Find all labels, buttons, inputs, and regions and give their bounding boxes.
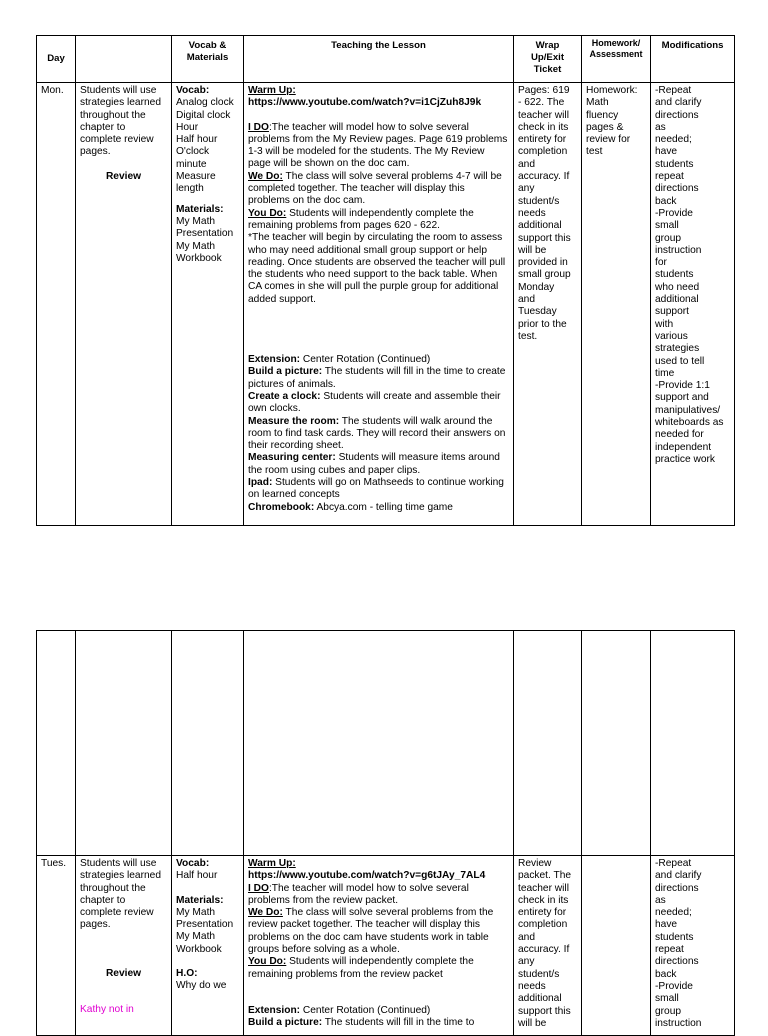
modification-line: whiteboards as <box>655 417 724 429</box>
you-do-label: You Do: <box>248 207 287 219</box>
vocab-item: Measure <box>176 171 216 183</box>
we-do-text: The class will solve several problems 4-7 will be completed together. The teacher will display this problems on the doc cam. <box>248 170 502 207</box>
chromebook-paragraph <box>248 502 509 514</box>
modification-line: -Repeat <box>655 858 692 869</box>
mon-teaching-cell <box>244 83 514 526</box>
we-do-paragraph <box>248 907 509 956</box>
materials-item: My Math <box>176 215 216 227</box>
modification-line: students <box>655 158 694 170</box>
modification-line: as <box>655 121 666 133</box>
wrap-up-line: additional <box>518 993 562 1005</box>
blank-cell <box>244 631 514 856</box>
modification-line: -Provide <box>655 207 693 219</box>
build-picture-paragraph <box>248 1017 509 1029</box>
vocab-label: Vocab: <box>176 85 210 96</box>
ho-label: H.O: <box>176 968 198 980</box>
topic-label: Review <box>105 170 142 182</box>
warmup-label: Warm Up: <box>248 858 296 869</box>
mon-wrap-cell <box>514 83 582 526</box>
wrap-up-line: student/s <box>518 968 560 980</box>
mon-objective-cell <box>76 83 172 526</box>
modification-line: directions <box>655 956 699 968</box>
materials-item: Presentation <box>176 919 234 931</box>
extension-label: Extension: <box>248 354 301 366</box>
blank-cell <box>514 631 582 856</box>
materials-item: Workbook <box>176 943 222 955</box>
you-do-text: Students will independently complete the remaining problems from pages 620 - 622. <box>248 207 474 231</box>
extension-paragraph <box>248 354 509 366</box>
modification-line: support <box>655 306 689 318</box>
create-clock-label: Create a clock: <box>248 390 321 402</box>
ipad-label: Ipad: <box>248 477 273 489</box>
extension-text: Center Rotation (Continued) <box>300 1004 431 1016</box>
wrap-up-line: check in its <box>518 894 569 906</box>
modification-line: used to tell <box>655 355 705 367</box>
chromebook-label: Chromebook: <box>248 501 315 513</box>
build-picture-label: Build a picture: <box>248 1017 323 1029</box>
build-picture-paragraph <box>248 366 509 391</box>
vocab-item: Analog clock <box>176 97 234 109</box>
materials-item: Workbook <box>176 252 222 264</box>
wrap-up-line: prior to the <box>518 318 567 330</box>
modification-line: back <box>655 195 677 207</box>
vocab-item: Hour <box>176 121 199 133</box>
objective-text: Students will use strategies learned throughout the chapter to complete review pages. <box>80 85 161 158</box>
modification-line: students <box>655 269 694 281</box>
blank-cell <box>651 631 735 856</box>
homework-line: Math <box>586 97 609 109</box>
you-do-text: Students will independently complete the remaining problems from the review packet <box>248 956 474 980</box>
modification-line: small <box>655 993 679 1005</box>
header-teaching: Teaching the Lesson <box>244 36 514 83</box>
wrap-up-line: - 622. The <box>518 97 565 109</box>
materials-item: My Math <box>176 931 216 943</box>
i-do-label: I DO <box>248 882 269 894</box>
modification-line: have <box>655 146 678 158</box>
materials-list <box>176 216 239 265</box>
wrap-up-line: additional <box>518 220 562 232</box>
wrap-up-line: small group <box>518 269 571 281</box>
header-day: Day <box>37 36 76 83</box>
i-do-label: I DO <box>248 121 269 133</box>
vocab-item: Half hour <box>176 134 218 146</box>
create-clock-paragraph <box>248 391 509 416</box>
we-do-label: We Do: <box>248 907 283 919</box>
homework-line: test <box>586 146 603 158</box>
staff-note: Kathy not in <box>80 1004 134 1016</box>
day-label: Tues. <box>41 858 67 869</box>
build-picture-text: The students will fill in the time to <box>322 1017 475 1029</box>
modification-line: back <box>655 968 677 980</box>
modification-line: -Provide <box>655 980 693 992</box>
wrap-up-line: test. <box>518 330 538 342</box>
wrap-up-line: student/s <box>518 195 560 207</box>
topic-label: Review <box>105 967 142 979</box>
i-do-text: :The teacher will model how to solve several problems from the My Review pages. Page 619 problems 1-3 will be modeled for the students. The My Review page will be shown on the doc cam. <box>248 121 508 170</box>
day-label: Mon. <box>41 85 64 96</box>
header-homework: Homework/ Assessment <box>582 36 651 83</box>
mon-vocab-cell <box>172 83 244 526</box>
modification-line: group <box>655 1005 682 1017</box>
modification-line: needed; <box>655 907 692 919</box>
vocab-item: minute <box>176 158 207 170</box>
i-do-text: :The teacher will model how to solve several problems from the review packet. <box>248 882 469 906</box>
wrap-up-line: completion <box>518 919 568 931</box>
modification-line: who need <box>655 281 700 293</box>
wrap-up-line: needs <box>518 980 546 992</box>
lesson-plan-table-tuesday <box>36 630 735 1036</box>
i-do-paragraph <box>248 122 509 171</box>
wrap-up-line: accuracy. If <box>518 944 570 956</box>
wrap-up-line: packet. The <box>518 870 572 882</box>
modification-line: manipulatives/ <box>655 404 721 416</box>
modification-line: directions <box>655 882 699 894</box>
wrap-up-line: any <box>518 956 535 968</box>
wrap-up-line: Pages: 619 <box>518 85 570 96</box>
modification-line: and clarify <box>655 870 702 882</box>
materials-list <box>176 907 239 956</box>
header-blank <box>76 36 172 83</box>
ipad-paragraph <box>248 477 509 502</box>
header-mods: Modifications <box>651 36 735 83</box>
extension-paragraph <box>248 1005 509 1017</box>
wrap-up-line: support this <box>518 1005 571 1017</box>
modification-line: directions <box>655 109 699 121</box>
tue-objective-cell <box>76 856 172 1036</box>
wrap-up-line: Tuesday <box>518 306 557 318</box>
warmup-link[interactable]: https://www.youtube.com/watch?v=i1CjZuh8J9k <box>248 97 482 109</box>
tue-wrap-cell <box>514 856 582 1036</box>
you-do-label: You Do: <box>248 956 287 968</box>
modification-line: various <box>655 330 688 342</box>
tue-homework-cell <box>582 856 651 1036</box>
mon-homework-cell <box>582 83 651 526</box>
modification-line: for <box>655 257 667 269</box>
homework-line: fluency <box>586 109 619 121</box>
wrap-up-line: and <box>518 158 535 170</box>
wrap-up-line: entirety for <box>518 907 567 919</box>
wrap-up-line: completion <box>518 146 568 158</box>
mon-mods-cell <box>651 83 735 526</box>
wrap-up-line: provided in <box>518 257 568 269</box>
wrap-up-line: Monday <box>518 281 555 293</box>
wrap-up-line: accuracy. If <box>518 171 570 183</box>
blank-cell <box>37 631 76 856</box>
modification-line: additional <box>655 294 699 306</box>
modification-line: time <box>655 367 675 379</box>
measuring-center-paragraph <box>248 452 509 477</box>
vocab-label: Vocab: <box>176 858 210 869</box>
wrap-up-line: will be <box>518 244 547 256</box>
measure-room-text: The students will walk around the room to find task cards. They will record their answers on their recording sheet. <box>248 415 506 452</box>
tue-mods-cell <box>651 856 735 1036</box>
blank-cell <box>172 631 244 856</box>
wrap-up-line: needs <box>518 207 546 219</box>
wrap-up-line: and <box>518 294 535 306</box>
materials-item: My Math <box>176 240 216 252</box>
blank-cell <box>582 631 651 856</box>
homework-line: pages & <box>586 121 624 133</box>
header-wrap: Wrap Up/Exit Ticket <box>514 36 582 83</box>
modification-line: practice work <box>655 453 716 465</box>
materials-item: My Math <box>176 906 216 918</box>
modification-line: instruction <box>655 244 702 256</box>
you-do-paragraph <box>248 208 509 233</box>
vocab-list <box>176 870 239 882</box>
modification-line: as <box>655 894 666 906</box>
materials-label: Materials: <box>176 203 224 215</box>
chromebook-text: Abcya.com - telling time game <box>314 501 453 513</box>
measuring-center-label: Measuring center: <box>248 452 336 464</box>
vocab-item: O'clock <box>176 146 210 158</box>
tue-teaching-cell <box>244 856 514 1036</box>
ipad-text: Students will go on Mathseeds to continue working on learned concepts <box>248 477 504 501</box>
modification-line: directions <box>655 183 699 195</box>
modification-line: -Repeat <box>655 85 692 96</box>
ho-text: Why do we <box>176 980 227 992</box>
vocab-item: Digital clock <box>176 109 231 121</box>
wrap-up-line: Review <box>518 858 552 869</box>
blank-cell <box>76 631 172 856</box>
objective-text: Students will use strategies learned throughout the chapter to complete review pages. <box>80 858 161 931</box>
measure-room-label: Measure the room: <box>248 415 340 427</box>
modification-line: group <box>655 232 682 244</box>
modification-line: small <box>655 220 679 232</box>
we-do-label: We Do: <box>248 170 283 182</box>
support-note: *The teacher will begin by circulating the room to assess who may need additional small group support or help reading. Once students are observed the teacher will pull the students who need support to the back table. When CA comes in she will pull the purple group for additional added support. <box>248 232 506 305</box>
modification-line: independent <box>655 441 712 453</box>
wrap-up-line: entirety for <box>518 134 567 146</box>
header-vocab: Vocab & Materials <box>172 36 244 83</box>
modification-line: students <box>655 931 694 943</box>
create-clock-text: Students will create and assemble their own clocks. <box>248 390 501 415</box>
wrap-up-line: and <box>518 931 535 943</box>
i-do-paragraph <box>248 883 509 908</box>
you-do-paragraph <box>248 956 509 981</box>
modification-line: -Provide 1:1 <box>655 380 710 392</box>
build-picture-label: Build a picture: <box>248 366 323 378</box>
modification-line: strategies <box>655 343 700 355</box>
vocab-list <box>176 97 239 195</box>
materials-item: Presentation <box>176 228 234 240</box>
homework-line: Homework: <box>586 85 638 96</box>
measuring-center-text: Students will measure items around the room using cubes and paper clips. <box>248 452 500 476</box>
we-do-paragraph <box>248 171 509 208</box>
wrap-up-line: will be <box>518 1017 547 1029</box>
modification-line: repeat <box>655 171 684 183</box>
mon-day-cell <box>37 83 76 526</box>
materials-label: Materials: <box>176 894 224 906</box>
tue-day-cell <box>37 856 76 1036</box>
wrap-up-line: support this <box>518 232 571 244</box>
vocab-item: length <box>176 183 204 195</box>
we-do-text: The class will solve several problems from the review packet together. The teacher will display this problems on the doc cam have students work in table groups before solving as a whole. <box>248 907 494 956</box>
modification-line: needed; <box>655 134 692 146</box>
build-picture-text: The students will fill in the time to create pictures of animals. <box>248 366 506 390</box>
wrap-up-line: check in its <box>518 121 569 133</box>
extension-label: Extension: <box>248 1004 301 1016</box>
modification-line: and clarify <box>655 97 702 109</box>
homework-line: review for <box>586 134 631 146</box>
vocab-item: Half hour <box>176 870 218 882</box>
warmup-link[interactable]: https://www.youtube.com/watch?v=g6tJAy_7AL4 <box>248 870 486 882</box>
modification-line: repeat <box>655 944 684 956</box>
wrap-up-line: teacher will <box>518 109 569 121</box>
modification-line: support and <box>655 392 709 404</box>
modification-line: have <box>655 919 678 931</box>
tue-vocab-cell <box>172 856 244 1036</box>
modification-line: instruction <box>655 1017 702 1029</box>
wrap-up-line: any <box>518 183 535 195</box>
lesson-plan-table-monday <box>36 35 735 526</box>
modification-line: with <box>655 318 674 330</box>
measure-room-paragraph <box>248 416 509 453</box>
modification-line: needed for <box>655 429 704 441</box>
extension-text: Center Rotation (Continued) <box>300 354 431 366</box>
warmup-label: Warm Up: <box>248 85 296 96</box>
wrap-up-line: teacher will <box>518 882 569 894</box>
